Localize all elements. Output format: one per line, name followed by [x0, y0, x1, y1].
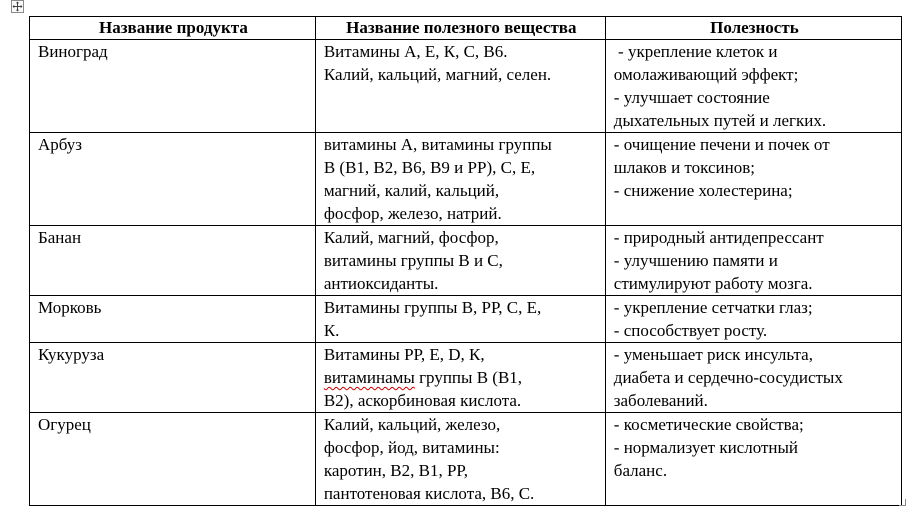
nutrients-line: витамины группы В и С, — [323, 251, 503, 270]
table-move-handle-icon[interactable] — [11, 0, 24, 13]
product-name: Виноград — [38, 42, 108, 61]
nutrients-line: фосфор, железо, натрий. — [323, 204, 502, 223]
benefits-cell[interactable] — [605, 133, 901, 226]
product-name: Морковь — [38, 298, 102, 317]
nutrients-line-rest: группы В (В1, — [414, 368, 523, 387]
table-row — [30, 133, 902, 226]
nutrients-line: Калий, кальций, магний, селен. — [323, 65, 552, 84]
nutrients-line: В2), аскорбиновая кислота. — [323, 391, 522, 410]
product-cell[interactable] — [30, 133, 316, 226]
table-row — [30, 413, 902, 506]
move-arrows-icon — [12, 1, 23, 12]
benefits-line: - нормализует кислотный — [613, 438, 799, 457]
benefits-line: - улучшает состояние — [613, 88, 770, 107]
nutrients-line-spellcheck — [324, 366, 599, 389]
nutrients-line: В (В1, В2, В6, В9 и РР), С, Е, — [323, 158, 536, 177]
product-cell[interactable] — [30, 226, 316, 296]
nutrients-line: Витамины А, Е, К, С, В6. — [323, 42, 508, 61]
nutrients-cell[interactable] — [315, 296, 605, 343]
header-benefit: Полезность — [605, 17, 901, 40]
nutrients-line: фосфор, йод, витамины: — [323, 438, 500, 457]
benefits-line: заболеваний. — [613, 391, 708, 410]
benefits-line: - способствует росту. — [613, 321, 768, 340]
nutrients-line: Калий, кальций, железо, — [323, 415, 501, 434]
benefits-cell[interactable] — [605, 226, 901, 296]
nutrients-cell[interactable] — [315, 133, 605, 226]
resize-corner-icon[interactable] — [899, 499, 906, 506]
nutrients-line: Витамины группы В, РР, С, Е, — [323, 298, 542, 317]
nutrients-line: пантотеновая кислота, В6, С. — [323, 484, 535, 503]
nutrition-table — [29, 16, 902, 506]
nutrients-line: витамины А, витамины группы — [323, 135, 552, 154]
product-name: Арбуз — [38, 135, 82, 154]
benefits-line: шлаков и токсинов; — [613, 158, 755, 177]
benefits-line: омолаживающий эффект; — [613, 65, 799, 84]
benefits-line: - укрепление клеток и — [613, 42, 778, 61]
nutrients-line: антиоксиданты. — [323, 274, 439, 293]
product-name: Банан — [38, 228, 82, 247]
benefits-line: диабета и сердечно-сосудистых — [613, 368, 843, 387]
nutrients-line: магний, калий, кальций, — [323, 181, 500, 200]
benefits-line: - уменьшает риск инсульта, — [613, 345, 813, 364]
benefits-cell[interactable] — [605, 343, 901, 413]
product-cell[interactable] — [30, 413, 316, 506]
product-cell[interactable] — [30, 40, 316, 133]
benefits-line: дыхательных путей и легких. — [613, 111, 827, 130]
nutrients-line: Витамины РР, Е, D, К, — [323, 345, 485, 364]
product-name: Кукуруза — [38, 345, 105, 364]
nutrients-line: Калий, магний, фосфор, — [323, 228, 499, 247]
benefits-line: баланс. — [613, 461, 668, 480]
nutrients-line: К. — [323, 321, 340, 340]
benefits-line: - укрепление сетчатки глаз; — [613, 298, 813, 317]
header-product: Название продукта — [30, 17, 316, 40]
benefits-line: - снижение холестерина; — [613, 181, 793, 200]
nutrients-line: каротин, В2, В1, РР, — [323, 461, 468, 480]
benefits-cell[interactable] — [605, 296, 901, 343]
benefits-line: - косметические свойства; — [613, 415, 804, 434]
benefits-line: стимулируют работу мозга. — [613, 274, 813, 293]
table-header-row — [30, 17, 902, 40]
misspelled-word[interactable]: витаминамы — [323, 368, 415, 387]
benefits-cell[interactable] — [605, 40, 901, 133]
header-nutrient: Название полезного вещества — [315, 17, 605, 40]
benefits-line: - очищение печени и почек от — [613, 135, 830, 154]
table-row — [30, 343, 902, 413]
benefits-line: - улучшению памяти и — [613, 251, 778, 270]
product-cell[interactable] — [30, 296, 316, 343]
nutrients-cell[interactable] — [315, 343, 605, 413]
nutrients-cell[interactable] — [315, 226, 605, 296]
benefits-line: - природный антидепрессант — [613, 228, 824, 247]
product-cell[interactable] — [30, 343, 316, 413]
table-row — [30, 226, 902, 296]
nutrients-cell[interactable] — [315, 40, 605, 133]
table-row — [30, 40, 902, 133]
nutrients-cell[interactable] — [315, 413, 605, 506]
table-row — [30, 296, 902, 343]
product-name: Огурец — [38, 415, 91, 434]
benefits-cell[interactable] — [605, 413, 901, 506]
